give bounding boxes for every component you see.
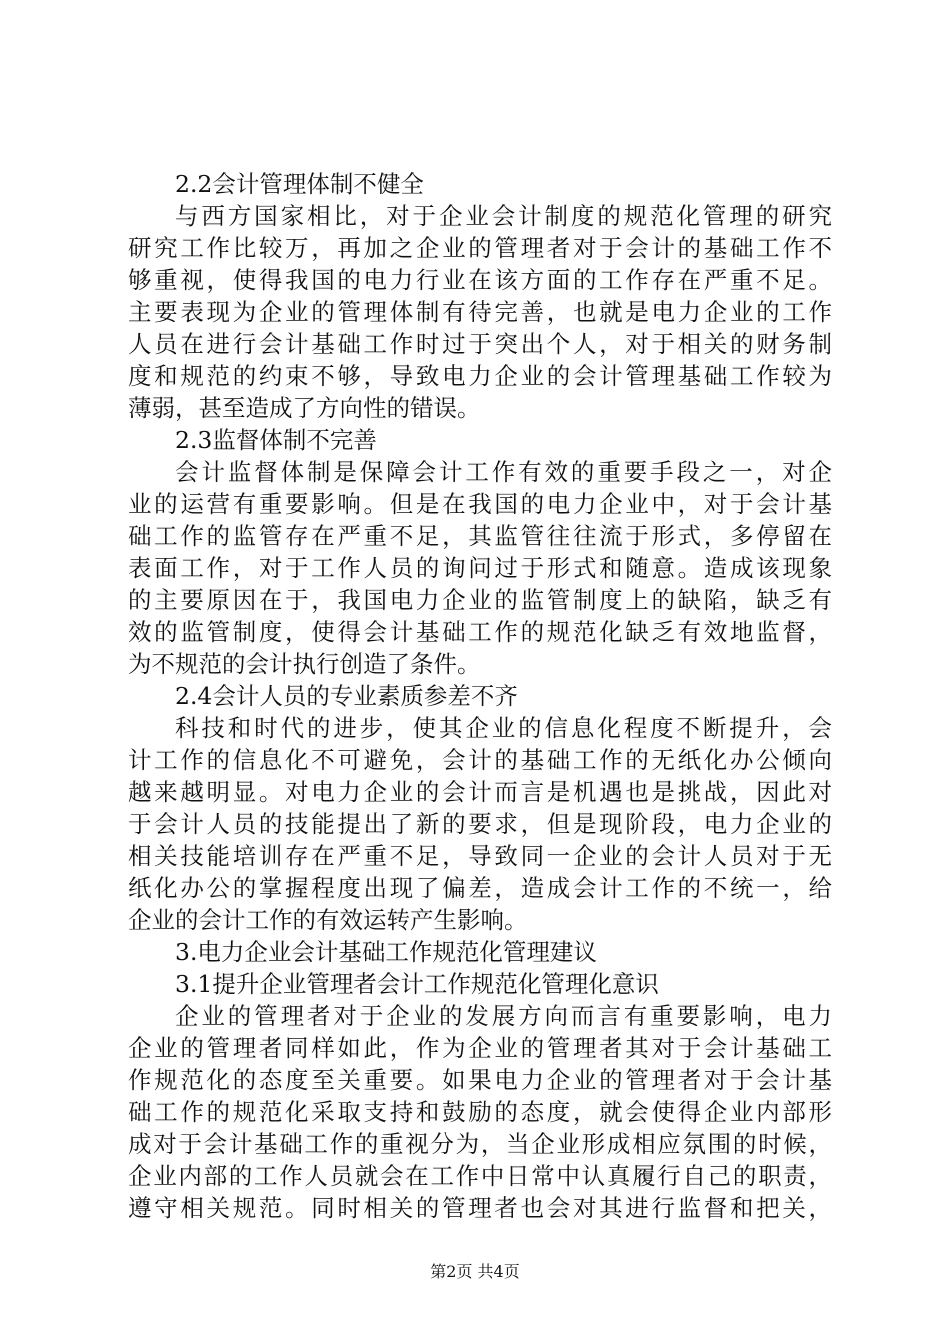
- text-line: 础工作的规范化采取支持和鼓励的态度，就会使得企业内部形: [128, 1098, 832, 1126]
- text-line: 业的运营有重要影响。但是在我国的电力企业中，对于会计基: [128, 490, 832, 518]
- text-line: 础工作的监管存在严重不足，其监管往往流于形式，多停留在: [128, 522, 832, 550]
- text-line: 与西方国家相比，对于企业会计制度的规范化管理的研究: [175, 202, 832, 230]
- text-line: 会计监督体制是保障会计工作有效的重要手段之一，对企: [175, 458, 832, 486]
- text-line: 表面工作，对于工作人员的询问过于形式和随意。造成该现象: [128, 554, 832, 582]
- text-line: 3.电力企业会计基础工作规范化管理建议: [175, 938, 597, 966]
- text-line: 相关技能培训存在严重不足，导致同一企业的会计人员对于无: [128, 842, 832, 870]
- text-line: 于会计人员的技能提出了新的要求，但是现阶段，电力企业的: [128, 810, 832, 838]
- text-line: 2.4会计人员的专业素质参差不齐: [175, 682, 518, 710]
- text-line: 成对于会计基础工作的重视分为，当企业形成相应氛围的时候，: [128, 1130, 832, 1158]
- text-line: 纸化办公的掌握程度出现了偏差，造成会计工作的不统一，给: [128, 874, 832, 902]
- text-line: 的主要原因在于，我国电力企业的监管制度上的缺陷，缺乏有: [128, 586, 832, 614]
- page-footer: 第2页 共4页: [430, 1262, 520, 1281]
- text-line: 越来越明显。对电力企业的会计而言是机遇也是挑战，因此对: [128, 778, 832, 806]
- text-line: 遵守相关规范。同时相关的管理者也会对其进行监督和把关，: [128, 1194, 832, 1222]
- text-line: 效的监管制度，使得会计基础工作的规范化缺乏有效地监督，: [128, 618, 832, 646]
- text-line: 主要表现为企业的管理体制有待完善，也就是电力企业的工作: [128, 298, 832, 326]
- text-line: 3.1提升企业管理者会计工作规范化管理化意识: [175, 970, 659, 998]
- text-line: 人员在进行会计基础工作时过于突出个人，对于相关的财务制: [128, 330, 832, 358]
- text-line: 科技和时代的进步，使其企业的信息化程度不断提升，会: [175, 714, 832, 742]
- text-line: 企业的管理者同样如此，作为企业的管理者其对于会计基础工: [128, 1034, 832, 1062]
- text-line: 为不规范的会计执行创造了条件。: [128, 650, 481, 678]
- text-line: 企业的会计工作的有效运转产生影响。: [128, 906, 528, 934]
- text-line: 企业内部的工作人员就会在工作中日常中认真履行自己的职责，: [128, 1162, 832, 1190]
- text-line: 薄弱，甚至造成了方向性的错误。: [128, 394, 481, 422]
- text-line: 企业的管理者对于企业的发展方向而言有重要影响，电力: [175, 1002, 832, 1030]
- text-line: 计工作的信息化不可避免，会计的基础工作的无纸化办公倾向: [128, 746, 832, 774]
- text-line: 作规范化的态度至关重要。如果电力企业的管理者对于会计基: [128, 1066, 832, 1094]
- text-line: 2.2会计管理体制不健全: [175, 170, 424, 198]
- text-line: 2.3监督体制不完善: [175, 426, 377, 454]
- text-line: 够重视，使得我国的电力行业在该方面的工作存在严重不足。: [128, 266, 832, 294]
- text-line: 度和规范的约束不够，导致电力企业的会计管理基础工作较为: [128, 362, 832, 390]
- text-line: 研究工作比较万，再加之企业的管理者对于会计的基础工作不: [128, 234, 832, 262]
- document-body: [128, 168, 832, 1224]
